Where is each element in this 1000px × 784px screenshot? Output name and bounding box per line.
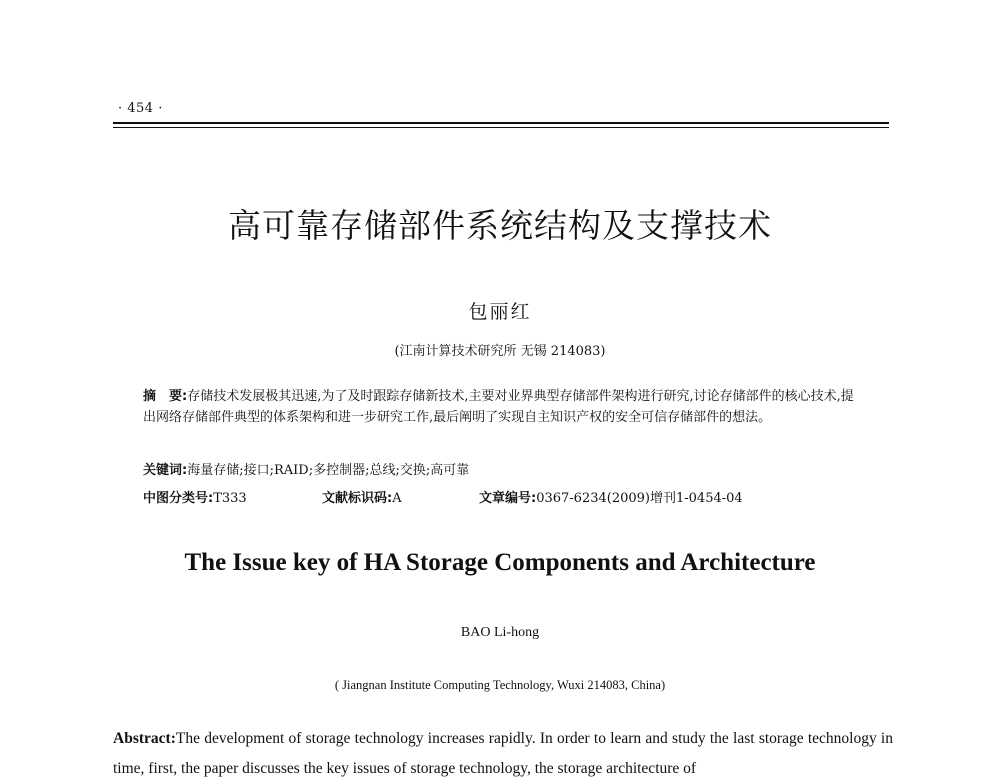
paper-title-english: The Issue key of HA Storage Components and Architecture (184, 549, 816, 576)
author-chinese: 包丽红 (468, 301, 532, 323)
article-number-label: 文章编号: (479, 491, 537, 506)
author-english: BAO Li-hong (460, 625, 540, 640)
affiliation-chinese: (江南计算技术研究所 无锡 214083) (394, 344, 606, 359)
affiliation-english: ( Jiangnan Institute Computing Technology, Wuxi 214083, China) (334, 678, 666, 692)
abstract-english (113, 724, 893, 784)
abstract-chinese-text: 存储技术发展极其迅速,为了及时跟踪存储新技术,主要对业界典型存储部件架构进行研究,讨论存储部件的核心技术,提出网络存储部件典型的体系架构和进一步研究工作,最后阐明了实现自主知识产权的安全可信存储部件的想法。 (143, 389, 854, 425)
header-rule-thin (113, 127, 889, 128)
article-number (479, 487, 743, 506)
header-rule-thick (113, 122, 889, 124)
abstract-english-label: Abstract (113, 730, 171, 747)
clc-value: T333 (213, 491, 247, 506)
clc-number (143, 487, 247, 506)
abstract-english-text: The development of storage technology increases rapidly. In order to learn and study the last storage technology in time, first, the paper discusses the key issues of storage technology, the storage architecture of (113, 730, 893, 777)
keywords-text: 海量存储;接口;RAID;多控制器;总线;交换;高可靠 (187, 463, 470, 478)
doc-code-label: 文献标识码: (322, 491, 393, 506)
article-number-value: 0367-6234(2009)增刊1-0454-04 (536, 491, 743, 506)
keywords-chinese (143, 460, 861, 481)
document-code (322, 487, 402, 506)
abstract-english-separator: : (170, 730, 176, 747)
doc-code-value: A (392, 491, 402, 506)
page-number: · 454 · (118, 101, 163, 116)
clc-label: 中图分类号: (143, 491, 214, 506)
paper-title-chinese: 高可靠存储部件系统结构及支撑技术 (228, 206, 772, 245)
abstract-chinese-label: 摘 要: (143, 389, 188, 404)
keywords-label: 关键词: (143, 463, 188, 478)
abstract-chinese (143, 386, 861, 428)
